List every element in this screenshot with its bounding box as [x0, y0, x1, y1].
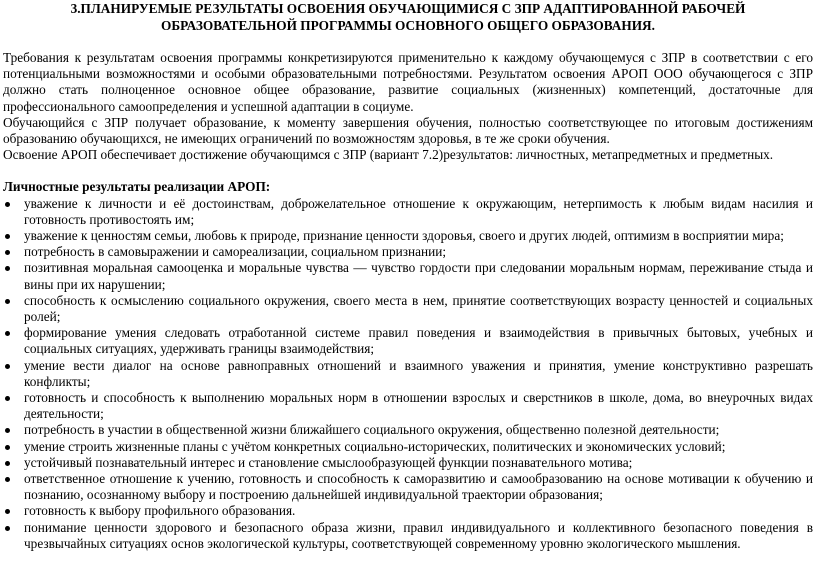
list-item: позитивная моральная самооценка и моральные чувства — чувство гордости при следовании моральным нормам, переживание стыда и вины при их нарушении;	[3, 260, 813, 292]
list-item: формирование умения следовать отработанной системе правил поведения и взаимодействия в привычных бытовых, учебных и социальных ситуациях, удерживать границы взаимодействия;	[3, 325, 813, 357]
spacer	[3, 163, 813, 179]
list-item: готовность и способность к выполнению моральных норм в отношении взрослых и сверстников в школе, дома, во внеурочных видах деятельности;	[3, 390, 813, 422]
spacer	[3, 34, 813, 50]
list-item: умение вести диалог на основе равноправных отношений и взаимного уважения и принятия, умение конструктивно разрешать конфликты;	[3, 358, 813, 390]
list-item: уважение к ценностям семьи, любовь к природе, признание ценности здоровья, своего и других людей, оптимизм в восприятии мира;	[3, 228, 813, 244]
list-item: потребность в самовыражении и самореализации, социальном признании;	[3, 244, 813, 260]
list-item: умение строить жизненные планы с учётом конкретных социально-исторических, политических и экономических условий;	[3, 439, 813, 455]
paragraph-requirements: Требования к результатам освоения программы конкретизируются применительно к каждому обучающемуся с ЗПР в соответствии с его потенциальными возможностями и особыми образовательными потребностями. Результатом освоения АРОП ООО обучающегося с ЗПР должно стать полноценное основное общее образование, развитие социальных (жизненных) компетенций, достаточные для профессионального самоопределения и успешной адаптации в социуме.	[3, 50, 813, 114]
list-item: понимание ценности здорового и безопасного образа жизни, правил индивидуального и коллективного безопасного поведения в чрезвычайных ситуациях основ экологической культуры, соответствующей современному уровню экологического мышления.	[3, 520, 813, 552]
section-heading: 3.ПЛАНИРУЕМЫЕ РЕЗУЛЬТАТЫ ОСВОЕНИЯ ОБУЧАЮЩИМИСЯ С ЗПР АДАПТИРОВАННОЙ РАБОЧЕЙ ОБРАЗОВАТЕЛЬНОЙ ПРОГРАММЫ ОСНОВНОГО ОБЩЕГО ОБРАЗОВАНИЯ.	[70, 1, 746, 33]
list-item: готовность к выбору профильного образования.	[3, 503, 813, 519]
list-item: потребность в участии в общественной жизни ближайшего социального окружения, общественно полезной деятельности;	[3, 422, 813, 438]
list-item: устойчивый познавательный интерес и становление смыслообразующей функции познавательного мотива;	[3, 455, 813, 471]
list-item: уважение к личности и её достоинствам, доброжелательное отношение к окружающим, нетерпимость к любым видам насилия и готовность противостоять им;	[3, 196, 813, 228]
list-item: ответственное отношение к учению, готовность и способность к саморазвитию и самообразованию на основе мотивации к обучению и познанию, осознанному выбору и построению дальнейшей индивидуальной траектории образования;	[3, 471, 813, 503]
list-item: способность к осмыслению социального окружения, своего места в нем, принятие соответствующих возрасту ценностей и социальных ролей;	[3, 293, 813, 325]
paragraph-education: Обучающийся с ЗПР получает образование, к моменту завершения обучения, полностью соответствующее по итоговым достижениям образованию обучающихся, не имеющих ограничений по возможностям здоровья, в те же сроки обучения.	[3, 114, 813, 147]
personal-results-list	[3, 196, 813, 552]
personal-results-subheading: Личностные результаты реализации АРОП:	[3, 179, 271, 195]
paragraph-results: Освоение АРОП обеспечивает достижение обучающимся с ЗПР (вариант 7.2)результатов: личностных, метапредметных и предметных.	[3, 147, 774, 163]
